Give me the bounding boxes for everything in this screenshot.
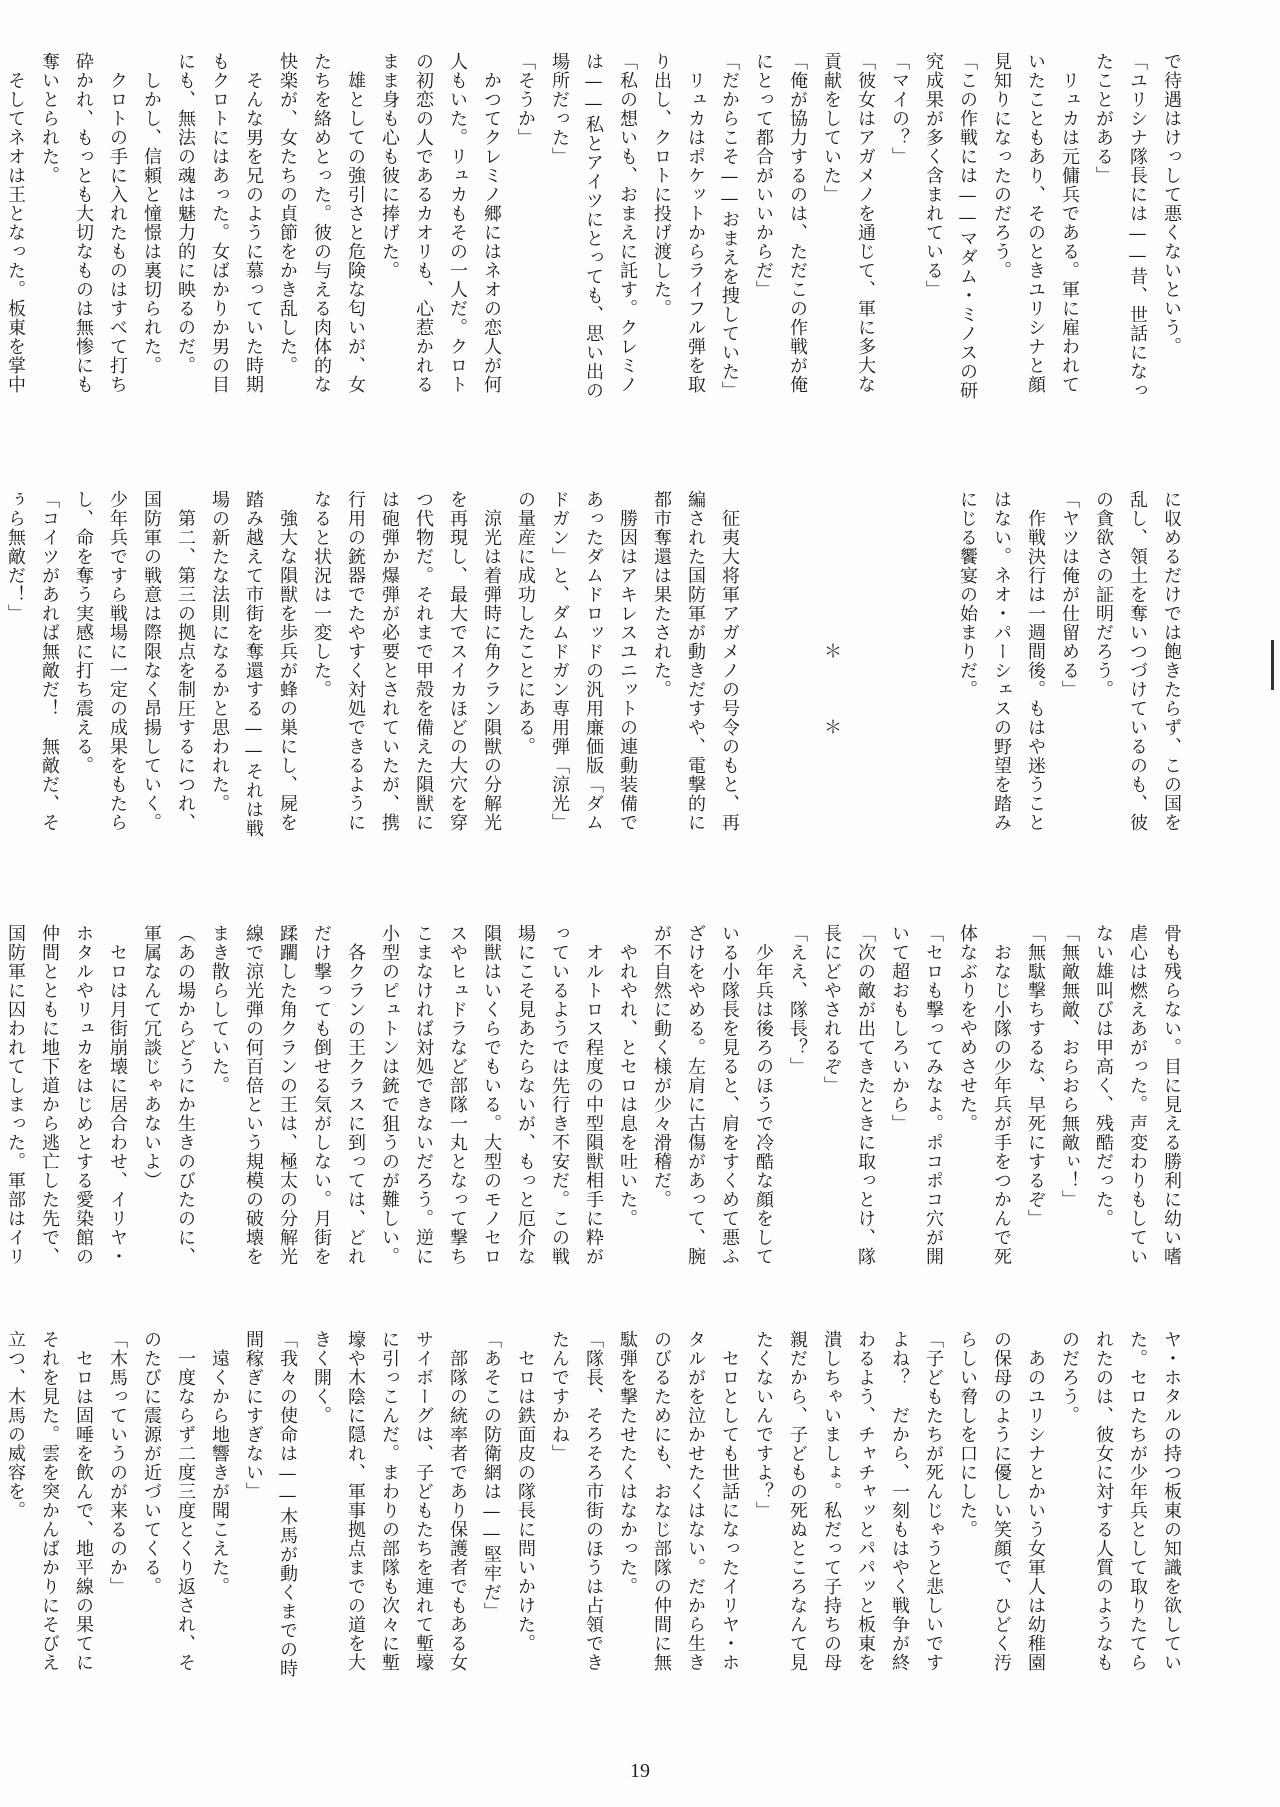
text-column: 「彼女はアガメノを通じて、軍に多大な — [855, 52, 876, 394]
text-column: のびるためにも、おなじ部隊の仲間に無 — [651, 1330, 672, 1672]
text-column: もクロトにはあった。女ばかりか男の目 — [209, 52, 230, 394]
text-column: きく開く。 — [311, 1330, 332, 1425]
text-column: のたびに震源が近づいてくる。 — [141, 1330, 162, 1596]
text-column: 蹂躙した角クランの王は、極太の分解光 — [277, 924, 298, 1266]
text-column: やれやれ、とセロは息を吐いた。 — [617, 924, 638, 1228]
text-column: はない。ネオ・パーシェスの野望を踏み — [991, 490, 1012, 832]
text-column: 少年兵は後ろのほうで冷酷な顔をして — [753, 924, 774, 1266]
text-column: 「ユリシナ隊長には——昔、世話になっ — [1127, 52, 1148, 400]
text-column: おなじ小隊の少年兵が手をつかんで死 — [991, 924, 1012, 1266]
text-column: 「私の想いも、おまえに託す。クレミノ — [617, 52, 638, 394]
text-column: 「あそこの防衛網は——堅牢だ」 — [481, 1330, 502, 1621]
text-column: 虐心は燃えあがった。声変わりもしてい — [1127, 924, 1148, 1266]
text-column: 部隊の統率者であり保護者でもある女 — [447, 1330, 468, 1672]
text-column: にじる饗宴の始まりだ。 — [957, 490, 978, 699]
text-column: それを見た。雲を突かんばかりにそびえ — [39, 1330, 60, 1672]
text-column: リュカは元傭兵である。軍に雇われて — [1059, 52, 1080, 394]
text-column — [916, 490, 950, 880]
text-column: たくないんですよ？」 — [753, 1330, 774, 1520]
text-column: 隕獣はいくらでもいる。大型のモノセロ — [481, 924, 502, 1266]
text-column: スやヒュドラなど部隊一丸となって撃ち — [447, 924, 468, 1266]
text-column: の初恋の人であるカオリも、心惹かれる — [413, 52, 434, 394]
text-column: サイボーグは、子どもたちを連れて塹壕 — [413, 1330, 434, 1672]
text-column: にも、無法の魂は魅力的に映るのだ。 — [175, 52, 196, 375]
text-column: に収めるだけでは飽きたらず、この国を — [1161, 490, 1182, 832]
text-column: 間稼ぎにすぎない」 — [243, 1330, 264, 1501]
text-column: タルがを泣かせたくはない。だから生き — [685, 1330, 706, 1672]
text-column: 「だからこそ——おまえを捜していた」 — [719, 52, 740, 400]
text-column: そしてネオは王となった。板東を掌中 — [5, 52, 26, 394]
text-column: ドガン」と、ダムドガン専用弾「涼光」 — [549, 490, 570, 832]
text-column: ざけをやめる。左肩に古傷があって、腕 — [685, 924, 706, 1266]
text-tier-1 — [5, 52, 1188, 442]
text-column: 涼光は着弾時に角クラン隕獣の分解光 — [481, 490, 502, 832]
text-column — [780, 490, 814, 880]
text-column: 「次の敵が出てきたときに取っとけ、隊 — [855, 924, 876, 1266]
text-column: 都市奪還は果たされた。 — [651, 490, 672, 699]
text-column: ＊ ＊ — [821, 490, 842, 737]
text-column: 体なぶりをやめさせた。 — [957, 924, 978, 1133]
text-column: 立つ、木馬の威容を。 — [5, 1330, 26, 1520]
text-column: かつてクレミノ郷にはネオの恋人が何 — [481, 52, 502, 394]
text-column: ない雄叫びは甲高く、残酷だった。 — [1093, 924, 1114, 1228]
text-column: 長にどやされるぞ」 — [821, 924, 842, 1095]
text-column: 貢献をしていた」 — [821, 52, 842, 204]
text-column: 場の新たな法則になるかと思われた。 — [209, 490, 230, 813]
text-column: 奪いとられた。 — [39, 52, 60, 185]
text-column: し、命を奪う実感に打ち震える。 — [73, 490, 94, 775]
text-column: 「子どもたちが死んじゃうと悲しいです — [923, 1330, 944, 1672]
text-column: たことがある」 — [1093, 52, 1114, 185]
text-column: 国防軍に囚われてしまった。軍部はイリ — [5, 924, 26, 1266]
text-column: 壕や木陰に隠れ、軍事拠点までの道を大 — [345, 1330, 366, 1672]
text-column: り出し、クロトに投げ渡した。 — [651, 52, 672, 318]
text-column: ホタルやリュカをはじめとする愛染館の — [73, 924, 94, 1266]
text-column: 「マイの？」 — [889, 52, 910, 166]
text-column: 踏み越えて市街を奪還する——それは戦 — [243, 490, 264, 838]
text-tier-3 — [5, 924, 1188, 1314]
text-column: が不自然に動く様が少々滑稽だ。 — [651, 924, 672, 1209]
text-column: 行用の銃器でたやすく対処できるように — [345, 490, 366, 832]
text-column: クロトの手に入れたものはすべて打ち — [107, 52, 128, 394]
text-column: あったダムドロッドの汎用廉価版「ダム — [583, 490, 604, 832]
text-column: 「セロも撃ってみなよ。ポコポコ穴が開 — [923, 924, 944, 1266]
text-column: 各クランの王クラスに到っては、どれ — [345, 924, 366, 1266]
text-column: まま身も心も彼に捧げた。 — [379, 52, 400, 280]
text-column: 骨も残らない。目に見える勝利に幼い嗜 — [1161, 924, 1182, 1266]
text-column: こまなければ対処できないだろう。逆に — [413, 924, 434, 1266]
text-column: 「この作戦には——マダム・ミノスの研 — [957, 52, 978, 400]
text-column: 乱し、領土を奪いつづけているのも、彼 — [1127, 490, 1148, 832]
text-column: リュカはポケットからライフル弾を取 — [685, 52, 706, 394]
page-number: 19 — [630, 1760, 650, 1782]
text-column: たちを絡めとった。彼の与える肉体的な — [311, 52, 332, 394]
text-tier-4 — [5, 1330, 1188, 1720]
text-column: しかし、信頼と憧憬は裏切られた。 — [141, 52, 162, 375]
text-column: 潰しちゃいましょ。私だって子持ちの母 — [821, 1330, 842, 1672]
text-column: ぅら無敵だ！」 — [5, 490, 26, 623]
text-column: セロは月街崩壊に居合わせ、イリヤ・ — [107, 924, 128, 1266]
text-column: セロとしても世話になったイリヤ・ホ — [719, 1330, 740, 1672]
text-column: れたのは、彼女に対する人質のようなも — [1093, 1330, 1114, 1672]
text-column: 征夷大将軍アガメノの号令のもと、再 — [719, 490, 740, 832]
text-column: 仲間とともに地下道から逃亡した先で、 — [39, 924, 60, 1266]
text-column: わるよう、チャチャッとパパッと板東を — [855, 1330, 876, 1672]
text-column — [882, 490, 916, 880]
text-column: 「我々の使命は——木馬が動くまでの時 — [277, 1330, 298, 1678]
text-column: の貪欲さの証明だろう。 — [1093, 490, 1114, 699]
text-column: 編された国防軍が動きだすや、電撃的に — [685, 490, 706, 832]
text-column: 小型のピュトンは銃で狙うのが難しい。 — [379, 924, 400, 1266]
text-column: なると状況は一変した。 — [311, 490, 332, 699]
text-column: たんですかね」 — [549, 1330, 570, 1463]
binding-mark — [1271, 640, 1274, 690]
text-column: のだろう。 — [1059, 1330, 1080, 1425]
text-column: 親だから、子どもの死ぬところなんて見 — [787, 1330, 808, 1672]
text-column: 「無敵無敵、おらおら無敵ぃ！」 — [1059, 924, 1080, 1209]
text-column: 「隊長、そろそろ市街のほうは占領でき — [583, 1330, 604, 1672]
text-column: 国防軍の戦意は際限なく昂揚していく。 — [141, 490, 162, 832]
text-column: で待遇はけっして悪くないという。 — [1161, 52, 1182, 356]
text-column: いて超おもしろいから」 — [889, 924, 910, 1133]
text-column: 場所だった」 — [549, 52, 570, 166]
text-column: 「そうか」 — [515, 52, 536, 147]
text-column: 第二、第三の拠点を制圧するにつれ、 — [175, 490, 196, 832]
text-column: に引っこんだ。まわりの部隊も次々に塹 — [379, 1330, 400, 1672]
text-column: 線で涼光弾の何百倍という規模の破壊を — [243, 924, 264, 1266]
text-column: っているようでは先行き不安だ。この戦 — [549, 924, 570, 1266]
text-column: 勝因はアキレスユニットの連動装備で — [617, 490, 638, 832]
text-column: いる小隊長を見ると、肩をすくめて悪ふ — [719, 924, 740, 1266]
text-column: 「コイツがあれば無敵だ！ 無敵だ、そ — [39, 490, 60, 832]
text-column: の保母のように優しい笑顔で、ひどく汚 — [991, 1330, 1012, 1672]
text-column: の量産に成功したことにある。 — [515, 490, 536, 756]
text-column: 一度ならず二度三度とくり返され、そ — [175, 1330, 196, 1672]
text-tier-2 — [5, 490, 1188, 880]
text-column — [848, 490, 882, 880]
text-column: 強大な隕獣を歩兵が蜂の巣にし、屍を — [277, 490, 298, 832]
text-column: あのユリシナとかいう女軍人は幼稚園 — [1025, 1330, 1046, 1672]
text-column: にとって都合がいいからだ」 — [753, 52, 774, 299]
text-column: 人もいた。リュカもその一人だ。クロト — [447, 52, 468, 394]
text-column: セロは固唾を飲んで、地平線の果てに — [73, 1330, 94, 1672]
text-column: は砲弾か爆弾が必要とされていたが、携 — [379, 490, 400, 832]
text-column: オルトロス程度の中型隕獣相手に粋が — [583, 924, 604, 1266]
text-column: 「俺が協力するのは、ただこの作戦が俺 — [787, 52, 808, 394]
text-column: ヤ・ホタルの持つ板東の知識を欲してい — [1161, 1330, 1182, 1672]
text-column: 究成果が多く含まれている」 — [923, 52, 944, 299]
text-column: 見知りになったのだろう。 — [991, 52, 1012, 280]
text-column: 雄としての強引さと危険な匂いが、女 — [345, 52, 366, 394]
text-column: だけ撃っても倒せる気がしない。月街を — [311, 924, 332, 1266]
text-column: 軍属なんて冗談じゃあないよ） — [141, 924, 162, 1190]
text-column: 「木馬っていうのが来るのか」 — [107, 1330, 128, 1596]
text-column: セロは鉄面皮の隊長に問いかけた。 — [515, 1330, 536, 1653]
text-column: 快楽が、女たちの貞節をかき乱した。 — [277, 52, 298, 375]
text-column: は——私とアイツにとっても、思い出の — [583, 52, 604, 400]
text-column — [746, 490, 780, 880]
text-column: た。セロたちが少年兵として取りたてら — [1127, 1330, 1148, 1672]
text-column: 作戦決行は一週間後。もはや迷うこと — [1025, 490, 1046, 832]
text-column: いたこともあり、そのときユリシナと顔 — [1025, 52, 1046, 394]
text-column: そんな男を兄のように慕っていた時期 — [243, 52, 264, 394]
text-column: （あの場からどうにか生きのびたのに、 — [175, 924, 196, 1266]
text-column: 遠くから地響きが聞こえた。 — [209, 1330, 230, 1596]
text-column: 「ヤツは俺が仕留める」 — [1059, 490, 1080, 699]
text-column: よね？ だから、一刻もはやく戦争が終 — [889, 1330, 910, 1672]
text-column: 少年兵ですら戦場に一定の成果をもたら — [107, 490, 128, 832]
text-column: つ代物だ。それまで甲殻を備えた隕獣に — [413, 490, 434, 832]
text-column: 「ええ、隊長？」 — [787, 924, 808, 1076]
text-column: まき散らしていた。 — [209, 924, 230, 1095]
text-column: を再現し、最大でスイカほどの大穴を穿 — [447, 490, 468, 832]
text-column: 駄弾を撃たせたくはなかった。 — [617, 1330, 638, 1596]
text-column: らしい脅しを口にした。 — [957, 1330, 978, 1539]
text-column: 「無駄撃ちするな、早死にするぞ」 — [1025, 924, 1046, 1228]
text-column: 砕かれ、もっとも大切なものは無惨にも — [73, 52, 94, 394]
text-column: 場にこそ見あたらないが、もっと厄介な — [515, 924, 536, 1266]
